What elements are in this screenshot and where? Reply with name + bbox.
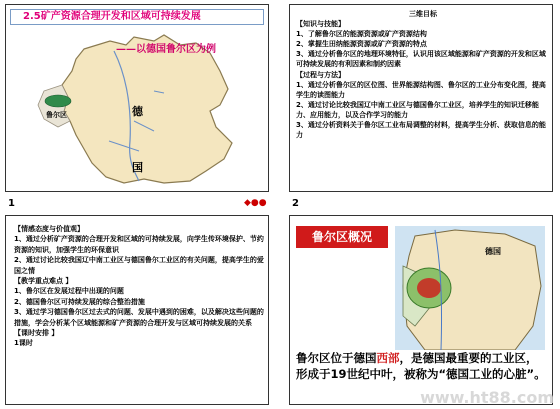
slide-3[interactable] (5, 215, 269, 405)
map-label-guo: 国 (132, 161, 143, 174)
slide-1-mark: ◆●● (244, 198, 267, 208)
slide-1[interactable] (5, 4, 269, 192)
caption-highlight: 西部 (376, 351, 400, 365)
slide-2[interactable] (289, 4, 553, 192)
objective-line: 2、掌握生田纳能源资源或矿产资源的特点 (296, 40, 427, 49)
objective-line: 1、通过分析鲁尔区的区位图、世界能源结构图、鲁尔区的工业分布变化图，提高学生的读图能力 (296, 80, 546, 99)
map-label-ruhr: 鲁尔区 (46, 111, 67, 119)
ruhr-location-map (395, 226, 545, 351)
slide-number-2: 2 (292, 198, 299, 209)
watermark: www.ht88.com (420, 388, 554, 407)
slide-number-1: 1 (8, 198, 15, 209)
slide-title: 2.5矿产资源合理开发和区域可持续发展 (10, 9, 264, 25)
objective-line: 1、了解鲁尔区的能源资源或矿产资源结构 (296, 30, 427, 39)
values-text (14, 224, 266, 349)
objective-line: 3、通过分析鲁尔区的地理环境特征，认识用该区域能源和矿产资源的开发和区域可持续发展的有利因素和制约因素 (296, 50, 546, 69)
ruhr-overview-label: 鲁尔区概况 (296, 226, 388, 248)
map-label-de: 德 (132, 105, 143, 118)
objectives-heading: 三维目标 (409, 10, 437, 18)
values-line: 3、通过学习德国鲁尔区过去式的问题、发展中遇到的困难，以及解决这些问题的措施，学会分析某个区域能源和矿产资源的合理开发与区域可持续发展的关系 (14, 308, 264, 327)
slide-subtitle: ——以德国鲁尔区为例 (116, 44, 216, 55)
objective-line: 【知识与技能】 (296, 20, 345, 29)
values-line: 2、通过讨论比较我国辽中南工业区与德国鲁尔工业区的有关问题，提高学生的爱国之情 (14, 256, 264, 275)
values-line: 1、通过分析矿产资源的合理开发和区域的可持续发展，向学生传环境保护、节约资源的知识，加强学生的环保意识 (14, 235, 264, 254)
objective-line: 2、通过讨论比较我国辽中南工业区与德国鲁尔工业区，培养学生的知识迁移能力、应用能力，以及合作学习的能力 (296, 100, 539, 119)
values-line: 【教学重点难点 】 (14, 277, 73, 286)
values-line: 1课时 (14, 339, 33, 348)
objective-line: 【过程与方法】 (296, 70, 345, 79)
ruhr-caption (296, 350, 548, 382)
values-line: 【情感态度与价值观】 (14, 225, 84, 233)
slide-4[interactable] (289, 215, 553, 405)
caption-part-1: 鲁尔区位于德国 (296, 351, 377, 365)
values-line: 【课时安排 】 (14, 329, 59, 338)
values-line: 2、德国鲁尔区可持续发展的综合整治措施 (14, 297, 145, 306)
caption-part-2: ，是德国最重要的工业区，形成于19世纪中叶，被称为“德国工业的心脏”。 (296, 351, 546, 381)
objective-line: 3、通过分析资料关于鲁尔区工业布局调整的材料，提高学生分析、获取信息的能力 (296, 121, 546, 140)
map-label-germany: 德国 (485, 247, 501, 256)
objectives-text (296, 9, 550, 140)
values-line: 1、鲁尔区在发展过程中出现的问题 (14, 287, 124, 296)
